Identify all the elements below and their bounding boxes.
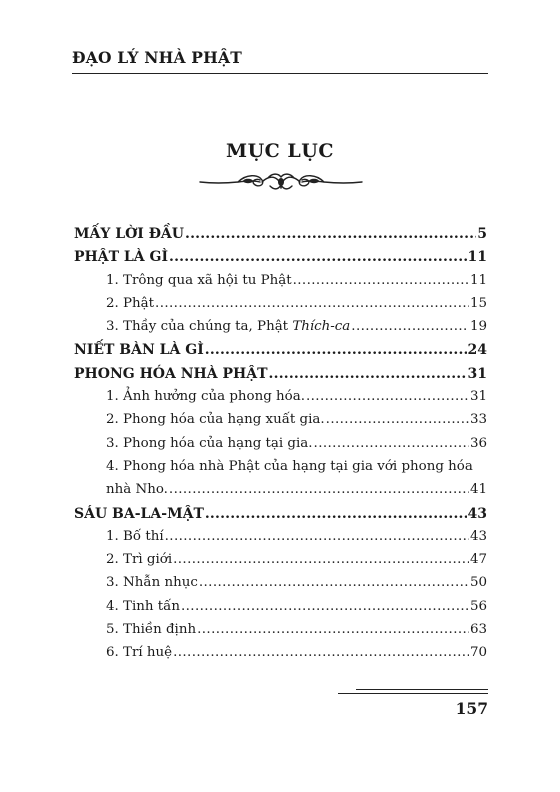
toc-entry-xuat-gia[interactable] (74, 412, 487, 435)
dot-leader (205, 506, 467, 522)
toc-entry-page: 11 (467, 249, 487, 266)
toc-entry-page: 36 (469, 435, 487, 451)
dot-leader (173, 552, 469, 567)
dot-leader (269, 366, 467, 382)
dot-leader (199, 575, 469, 590)
dot-leader (185, 226, 476, 242)
toc-entry-page: 41 (469, 482, 487, 498)
toc-entry-page: 15 (469, 295, 487, 311)
footer-rule (356, 689, 488, 690)
toc-entry-label: MẤY LỜI ĐẦU (74, 226, 184, 242)
toc-entry-label: 6. Trí huệ (106, 645, 173, 661)
toc-entry-label: SÁU BA-LA-MẬT (74, 505, 204, 522)
dot-leader (351, 319, 469, 334)
toc-entry-nhan-nhuc[interactable] (74, 575, 487, 598)
dot-leader (173, 645, 469, 660)
toc-entry-page: 50 (469, 575, 487, 591)
toc-entry-label: PHẬT LÀ GÌ (74, 249, 168, 266)
toc-entry-label: 1. Bố thí (106, 528, 164, 544)
dot-leader (326, 412, 469, 427)
toc-entry-phat-la-gi[interactable] (74, 249, 487, 272)
toc-entry-page: 11 (469, 272, 487, 288)
toc-entry-label: PHONG HÓA NHÀ PHẬT (74, 365, 268, 382)
toc-entry-label: 3. Nhẫn nhục (106, 575, 198, 591)
toc-entry-tri-gioi[interactable] (74, 552, 487, 575)
toc-entry-label: 4. Phong hóa nhà Phật của hạng tại gia với phong hóa (106, 458, 473, 474)
toc-entry-phong-hoa-nha-nho-line1[interactable] (74, 459, 487, 482)
toc-entry-anh-huong[interactable] (74, 389, 487, 412)
toc-entry-sau-ba-la-mat[interactable] (74, 506, 487, 529)
toc-entry-phong-hoa[interactable] (74, 366, 487, 389)
toc-entry-page: 33 (469, 412, 487, 428)
toc-entry-page: 31 (467, 365, 487, 382)
toc-entry-phat[interactable] (74, 296, 487, 319)
dot-leader (205, 342, 467, 358)
toc-entry-tri-hue[interactable] (74, 645, 487, 668)
toc-entry-page: 31 (469, 389, 487, 405)
toc-entry-label (106, 319, 350, 334)
dot-leader (165, 529, 469, 544)
header-rule (72, 73, 488, 74)
toc-entry-label: 3. Phong hóa của hạng tại gia. (106, 435, 313, 451)
running-header: ĐẠO LÝ NHÀ PHẬT (72, 48, 242, 67)
toc-entry-label: 2. Phật (106, 295, 155, 311)
toc-entry-tinh-tan[interactable] (74, 599, 487, 622)
toc-entry-page: 5 (477, 226, 487, 242)
toc-entry-label: NIẾT BÀN LÀ GÌ (74, 342, 204, 359)
toc-entry-page: 63 (469, 622, 487, 638)
toc-entry-niet-ban[interactable] (74, 342, 487, 365)
dot-leader (181, 599, 469, 614)
dot-leader (306, 389, 469, 404)
toc-entry-label: 2. Phong hóa của hạng xuất gia. (106, 412, 325, 428)
toc-entry-tai-gia[interactable] (74, 436, 487, 459)
toc-entry-page: 19 (469, 319, 487, 335)
toc-entry-label: 4. Tinh tấn (106, 598, 180, 614)
toc-entry-may-loi-dau[interactable] (74, 226, 487, 249)
page-number: 157 (455, 699, 488, 718)
toc-entry-page: 70 (469, 645, 487, 661)
toc-entry-bo-thi[interactable] (74, 529, 487, 552)
toc-entry-label-italic: Thích-ca (292, 319, 351, 335)
toc-entry-label: 2. Trì giới (106, 552, 173, 568)
dot-leader (155, 296, 469, 311)
toc-entry-label: 1. Ảnh hưởng của phong hóa. (106, 389, 305, 405)
toc-entry-page: 56 (469, 598, 487, 614)
footer-rule (338, 693, 488, 694)
table-of-contents (74, 226, 487, 669)
toc-entry-phong-hoa-nha-nho[interactable] (74, 482, 487, 505)
toc-entry-thien-dinh[interactable] (74, 622, 487, 645)
toc-entry-label: 5. Thiền định (106, 622, 197, 638)
toc-entry-page: 43 (467, 505, 487, 522)
toc-entry-label: nhà Nho. (106, 482, 168, 498)
dot-leader (169, 249, 467, 265)
toc-entry-trong-qua-xa-hoi[interactable] (74, 273, 487, 296)
toc-entry-page: 24 (467, 342, 487, 359)
toc-entry-thay-cua-chung-ta[interactable] (74, 319, 487, 342)
toc-entry-page: 47 (469, 552, 487, 568)
dot-leader (169, 482, 469, 497)
dot-leader (314, 436, 469, 451)
scroll-flourish-icon (198, 172, 364, 192)
dot-leader (197, 622, 469, 637)
toc-entry-label: 1. Trông qua xã hội tu Phật (106, 272, 292, 288)
page-title: MỤC LỤC (226, 140, 334, 162)
toc-entry-label-plain: 3. Thầy của chúng ta, Phật (106, 319, 293, 335)
dot-leader (293, 273, 469, 288)
toc-entry-page: 43 (469, 528, 487, 544)
